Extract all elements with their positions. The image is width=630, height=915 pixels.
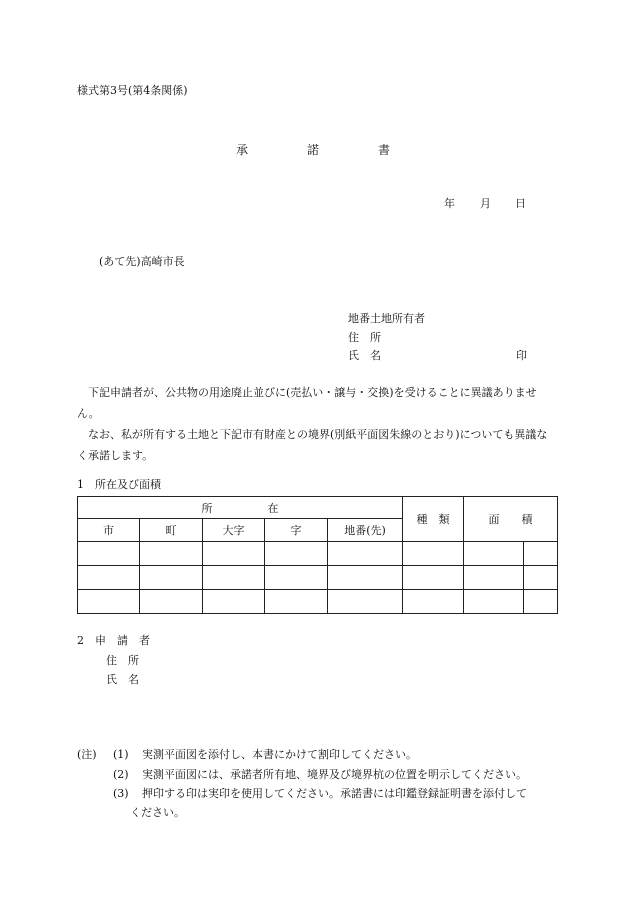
date-year: 年 xyxy=(444,197,455,210)
note-2-text: 実測平面図には、承諾者所有地、境界及び境界杭の位置を明示してください。 xyxy=(142,768,527,781)
note-3-text: 押印する印は実印を使用してください。承諾書には印鑑登録証明書を添付して xyxy=(142,787,527,800)
header-kind: 種 類 xyxy=(403,497,464,542)
section1-heading: 1 所在及び面積 xyxy=(77,478,161,491)
applicant-address-label: 住 所 xyxy=(106,654,139,667)
header-lot-number: 地番(先) xyxy=(328,519,403,542)
seal-mark: 印 xyxy=(516,349,527,362)
notes-label: (注) xyxy=(77,748,97,761)
addressee: (あて先)高崎市長 xyxy=(99,255,185,268)
title-char-2: 諾 xyxy=(307,143,320,157)
owner-heading: 地番土地所有者 xyxy=(348,312,425,325)
header-city: 市 xyxy=(78,519,140,542)
header-area: 面 積 xyxy=(464,497,558,542)
table-row xyxy=(78,542,558,566)
header-town: 町 xyxy=(140,519,203,542)
header-oaza: 大字 xyxy=(203,519,265,542)
title-char-1: 承 xyxy=(236,143,249,157)
body-paragraph-2: なお、私が所有する土地と下記市有財産との境界(別紙平面図朱線のとおり)についても異議なく承諾します。 xyxy=(77,428,548,462)
note-1-number: (1) xyxy=(113,748,129,761)
owner-name-label: 氏 名 xyxy=(348,349,381,362)
date-day: 日 xyxy=(515,197,526,210)
form-number: 様式第3号(第4条関係) xyxy=(77,84,188,97)
body-paragraph-1: 下記申請者が、公共物の用途廃止並びに(売払い・譲与・交換)を受けることに異議ありません。 xyxy=(77,386,537,420)
table-row xyxy=(78,566,558,590)
section2-heading: 2 申 請 者 xyxy=(77,634,150,647)
location-area-table xyxy=(77,496,558,614)
header-location: 所 在 xyxy=(78,497,403,519)
table-row xyxy=(78,590,558,614)
header-aza: 字 xyxy=(265,519,328,542)
title-char-3: 書 xyxy=(378,143,391,157)
note-3-number: (3) xyxy=(113,787,129,800)
note-2-number: (2) xyxy=(113,768,129,781)
note-1-text: 実測平面図を添付し、本書にかけて割印してください。 xyxy=(142,748,417,761)
date-month: 月 xyxy=(480,197,491,210)
owner-address-label: 住 所 xyxy=(348,331,381,344)
applicant-name-label: 氏 名 xyxy=(106,673,139,686)
note-3-continuation: ください。 xyxy=(130,806,185,819)
